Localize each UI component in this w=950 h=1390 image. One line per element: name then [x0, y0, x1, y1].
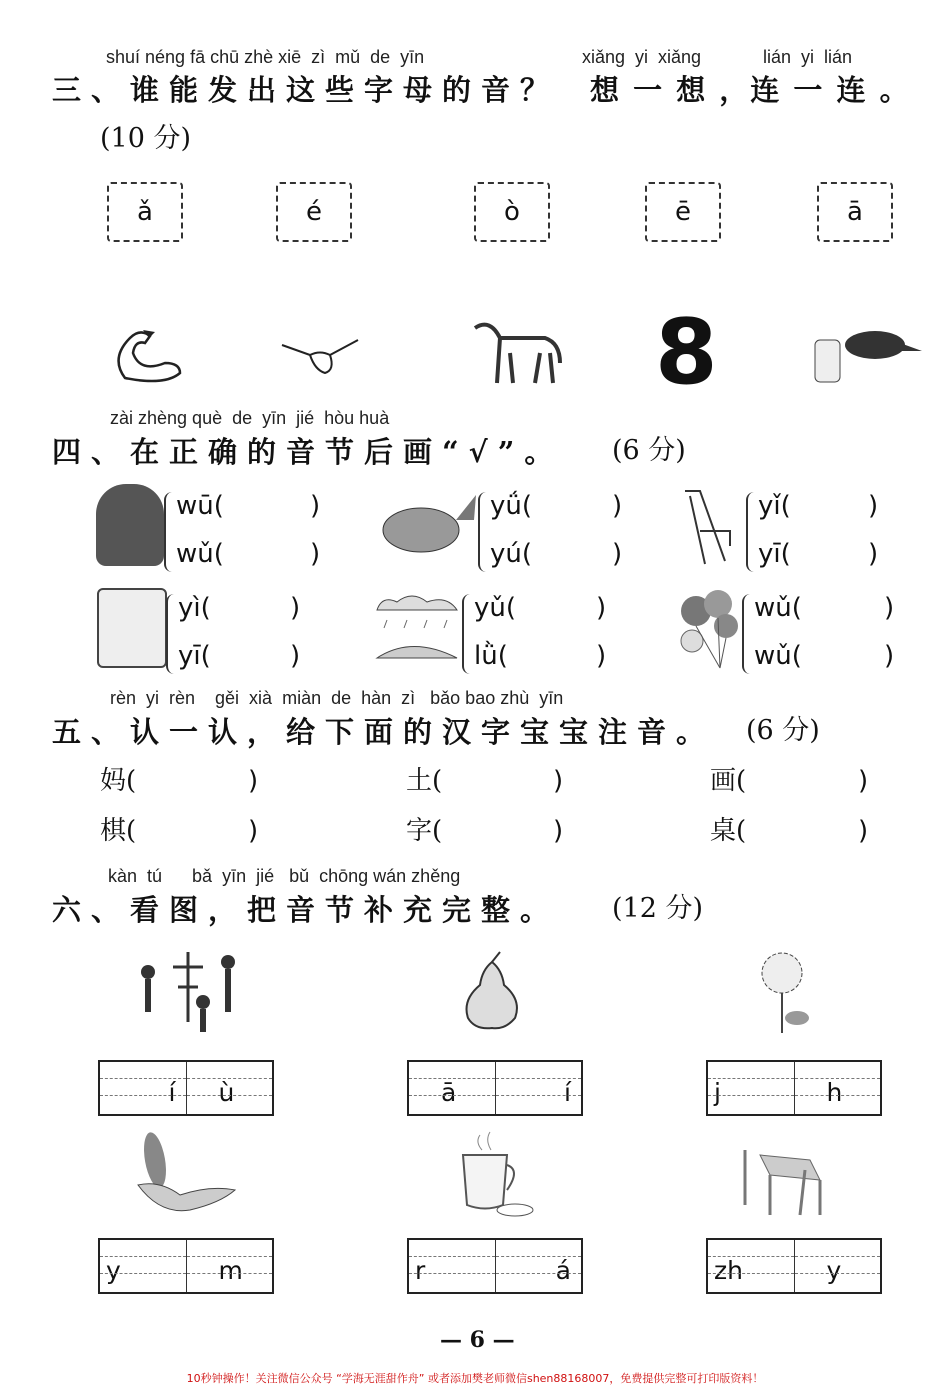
- close-paren: ): [868, 539, 879, 569]
- brace: [742, 594, 752, 674]
- pear-icon: [460, 950, 525, 1030]
- brace: [164, 492, 174, 572]
- grid-cell[interactable]: [496, 1240, 582, 1292]
- chrysanthemum-icon: [745, 948, 820, 1034]
- given-letter: h: [826, 1078, 843, 1107]
- grid-cell[interactable]: [187, 1240, 273, 1292]
- s3-title: 三、谁能发出这些字母的音？: [52, 73, 560, 107]
- grid-cell[interactable]: [795, 1062, 881, 1114]
- syllable-option[interactable]: yǘ(: [490, 491, 533, 521]
- s6-title: 六、看图，把音节补充完整。: [52, 893, 560, 927]
- close-paren: ): [310, 539, 321, 569]
- syllable-option[interactable]: yī(: [758, 539, 791, 569]
- syllable-option[interactable]: wǔ(: [754, 641, 802, 671]
- grid-cell[interactable]: [708, 1062, 795, 1114]
- syllable-option[interactable]: yì(: [178, 593, 211, 623]
- syllable-option[interactable]: lǜ(: [474, 641, 508, 671]
- char-blank[interactable]: 土(: [406, 766, 443, 796]
- grid-cell[interactable]: [409, 1062, 496, 1114]
- close-paren: ): [868, 491, 879, 521]
- corn-icon: [130, 1125, 240, 1217]
- brace: [166, 594, 176, 674]
- close-paren: ): [310, 491, 321, 521]
- page-number: — 6 —: [440, 1327, 515, 1353]
- s5-title: 五、认一认，给下面的汉字宝宝注音。: [52, 715, 716, 749]
- syllable-option[interactable]: yǔ(: [474, 593, 517, 623]
- grid-cell[interactable]: [795, 1240, 881, 1292]
- close-paren: ): [612, 539, 623, 569]
- s3-pinyin-2: xiǎng yi xiǎng: [582, 47, 702, 67]
- given-letter: í: [564, 1078, 571, 1107]
- letter-box[interactable]: ǎ: [107, 182, 183, 242]
- char-blank[interactable]: 妈(: [100, 766, 137, 796]
- given-letter: á: [555, 1256, 571, 1285]
- footer-notice: 10秒钟操作！关注微信公众号 “学海无涯甜作舟” 或者添加樊老师微信shen88168007，免费提供完整可打印版资料！: [186, 1372, 764, 1385]
- grid-cell[interactable]: [409, 1240, 496, 1292]
- brace: [746, 492, 756, 572]
- letter-box[interactable]: ē: [645, 182, 721, 242]
- s3-pinyin: shuí néng fā chū zhè xiē zì mǔ de yīn: [106, 47, 425, 67]
- grid-cell[interactable]: [187, 1062, 273, 1114]
- given-letter: zh: [714, 1256, 743, 1285]
- s4-title: 四、在正确的音节后画“√”。: [52, 435, 564, 469]
- syllable-option[interactable]: wǔ(: [176, 539, 224, 569]
- char-blank[interactable]: 画(: [710, 766, 747, 796]
- s4-score: (6 分): [612, 435, 686, 466]
- s3-title-2: 想 一 想 ，连 一 连 。: [590, 73, 911, 107]
- grid-cell[interactable]: [496, 1062, 582, 1114]
- letter-box[interactable]: ò: [474, 182, 550, 242]
- pinyin-grid[interactable]: [407, 1060, 583, 1116]
- char-blank[interactable]: 桌(: [710, 816, 747, 846]
- syllable-option[interactable]: wū(: [176, 491, 224, 521]
- close-paren: ): [553, 766, 564, 796]
- grid-cell[interactable]: [100, 1062, 187, 1114]
- crow-icon: [96, 484, 164, 566]
- pinyin-grid[interactable]: [407, 1238, 583, 1294]
- given-letter: ā: [441, 1078, 457, 1107]
- chair-icon: [680, 486, 746, 566]
- rain-icon: [372, 590, 460, 662]
- shirt-icon: [97, 588, 167, 668]
- close-paren: ): [884, 641, 895, 671]
- teacup-icon: [455, 1130, 535, 1220]
- pinyin-grid[interactable]: [706, 1238, 882, 1294]
- s5-pinyin: rèn yi rèn gěi xià miàn de hàn zì bǎo bao zhù yīn: [110, 688, 564, 708]
- given-letter: j: [714, 1078, 721, 1107]
- number-eight[interactable]: 8: [655, 300, 718, 405]
- syllable-option[interactable]: wǔ(: [754, 593, 802, 623]
- brace: [478, 492, 488, 572]
- s6-pinyin: kàn tú bǎ yīn jié bǔ chōng wán zhěng: [108, 866, 461, 886]
- syllable-option[interactable]: yī(: [178, 641, 211, 671]
- s5-score: (6 分): [746, 715, 820, 746]
- close-paren: ): [248, 816, 259, 846]
- swan-icon[interactable]: [105, 318, 185, 388]
- close-paren: ): [248, 766, 259, 796]
- given-letter: í: [168, 1078, 176, 1107]
- pinyin-grid[interactable]: [706, 1060, 882, 1116]
- grid-cell[interactable]: [100, 1240, 187, 1292]
- close-paren: ): [290, 641, 301, 671]
- letter-box[interactable]: ā: [817, 182, 893, 242]
- given-letter: y: [106, 1256, 121, 1285]
- syllable-option[interactable]: yǐ(: [758, 491, 791, 521]
- given-letter: ù: [218, 1078, 235, 1107]
- handshake-icon[interactable]: [280, 325, 360, 380]
- close-paren: ): [612, 491, 623, 521]
- close-paren: ): [884, 593, 895, 623]
- close-paren: ): [858, 766, 869, 796]
- close-paren: ): [290, 593, 301, 623]
- close-paren: ): [553, 816, 564, 846]
- letter-box[interactable]: é: [276, 182, 352, 242]
- close-paren: ): [596, 641, 607, 671]
- brace: [462, 594, 472, 674]
- s3-pinyin-3: lián yi lián: [763, 47, 853, 67]
- s3-score: (10 分): [100, 123, 192, 154]
- s4-pinyin: zài zhèng què de yīn jié hòu huà: [110, 408, 390, 428]
- crow-bottle-icon[interactable]: [810, 315, 925, 387]
- char-blank[interactable]: 字(: [406, 816, 443, 846]
- given-letter: r: [415, 1256, 426, 1285]
- fish-icon: [376, 490, 476, 560]
- char-blank[interactable]: 棋(: [100, 816, 137, 846]
- grid-cell[interactable]: [708, 1240, 795, 1292]
- syllable-option[interactable]: yú(: [490, 539, 533, 569]
- pinyin-grid[interactable]: [98, 1238, 274, 1294]
- given-letter: y: [826, 1256, 842, 1285]
- given-letter: m: [218, 1256, 243, 1285]
- close-paren: ): [858, 816, 869, 846]
- s6-score: (12 分): [612, 893, 704, 924]
- table-chairs-icon: [740, 1135, 830, 1221]
- horse-icon[interactable]: [465, 318, 565, 388]
- balloons-icon: [676, 586, 740, 670]
- pinyin-grid[interactable]: [98, 1060, 274, 1116]
- close-paren: ): [596, 593, 607, 623]
- planting-trees-icon: [128, 942, 248, 1038]
